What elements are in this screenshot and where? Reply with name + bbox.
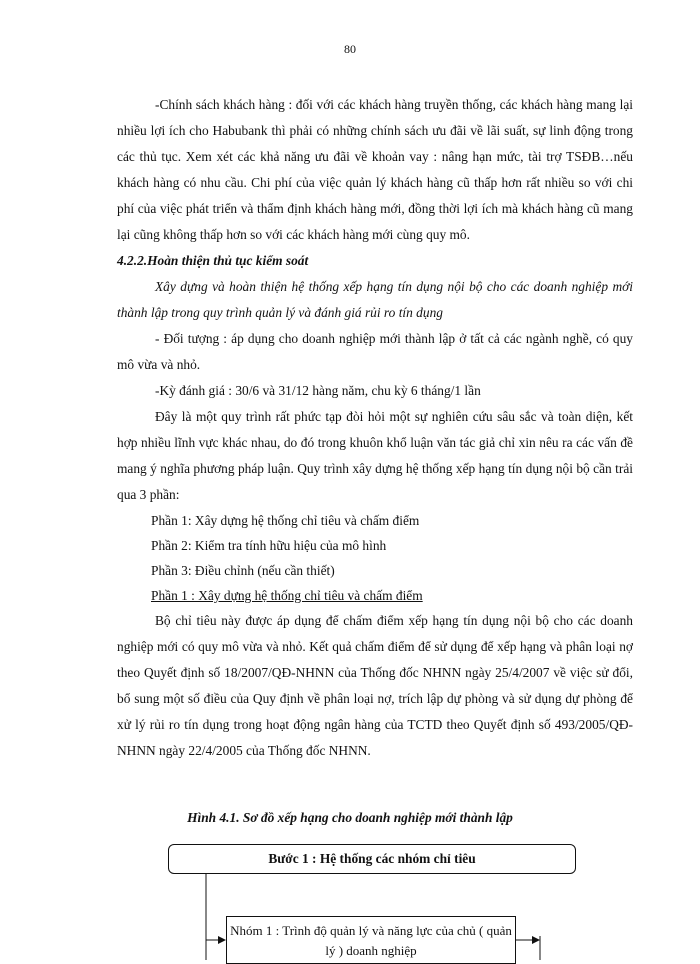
right-arrow-head [532, 936, 540, 944]
figure-title: Hình 4.1. Sơ đồ xếp hạng cho doanh nghiệp mới thành lập [187, 810, 513, 825]
group-1-box: Nhóm 1 : Trình độ quản lý và năng lực của chủ ( quản lý ) doanh nghiệp [226, 916, 516, 964]
section-heading: 4.2.2.Hoàn thiện thủ tục kiểm soát [117, 253, 309, 268]
indicator-set-paragraph: Bộ chỉ tiêu này được áp dụng để chấm điểm xếp hạng tín dụng nội bộ cho các doanh nghiệp mới có quy mô vừa và nhỏ. Kết quả chấm điểm để sử dụng để xếp hạng và phân loại nợ theo Quyết định số 18/2007/QĐ-NHNN của Thống đốc NHNN ngày 25/4/2007 về việc sử đổi, bổ sung một số điều của Quy định về phân loại nợ, trích lập dự phòng và sử dụng dự phòng để xử lý rủi ro tín dụng trong hoạt động ngân hàng của TCTD theo Quyết định số 493/2005/QĐ-NHNN ngày 22/4/2005 của Thống đốc NHNN. [117, 613, 633, 758]
customer-policy-paragraph: -Chính sách khách hàng : đối với các khách hàng truyền thống, các khách hàng mang lại nhiều lợi ích cho Habubank thì phải có những chính sách ưu đãi về lãi suất, sự linh động trong các thủ tục. Xem xét các khả năng ưu đãi về khoản vay : nâng hạn mức, tài trợ TSĐB…nếu khách hàng có nhu cầu. Chi phí của việc quản lý khách hàng cũ thấp hơn rất nhiều so với chi phí của việc phát triển và thẩm định khách hàng mới, đồng thời lợi ích mà khách hàng cũ mang lại cũng không thấp hơn so với các khách hàng mới cùng quy mô. [117, 97, 633, 242]
rating-system-paragraph: Xây dựng và hoàn thiện hệ thống xếp hạng tín dụng nội bộ cho các doanh nghiệp mới thành lập trong quy trình quản lý và đánh giá rủi ro tín dụng [117, 279, 633, 320]
evaluation-period-paragraph: -Kỳ đánh giá : 30/6 và 31/12 hàng năm, chu kỳ 6 tháng/1 lần [155, 383, 481, 398]
left-arrow-head [218, 936, 226, 944]
target-paragraph: - Đối tượng : áp dụng cho doanh nghiệp mới thành lập ở tất cả các ngành nghề, có quy mô vừa và nhỏ. [117, 331, 633, 372]
step-1-box: Bước 1 : Hệ thống các nhóm chỉ tiêu [168, 844, 576, 874]
part-1-item: Phần 1: Xây dựng hệ thống chỉ tiêu và chấm điểm [151, 513, 420, 528]
part-3-item: Phần 3: Điều chỉnh (nếu cần thiết) [151, 563, 335, 578]
part-2-item: Phần 2: Kiểm tra tính hữu hiệu của mô hình [151, 538, 387, 553]
process-paragraph: Đây là một quy trình rất phức tạp đòi hỏi một sự nghiên cứu sâu sắc và toàn diện, kết hợp nhiều lĩnh vực khác nhau, do đó trong khuôn khổ luận văn tác giả chỉ xin nêu ra các vấn đề mang ý nghĩa phương pháp luận. Quy trình xây dựng hệ thống xếp hạng tín dụng nội bộ cần trải qua 3 phần: [117, 409, 633, 502]
page-number: 80 [344, 42, 356, 56]
page-body [117, 92, 633, 764]
part-1-subheading [117, 583, 633, 608]
part-1-subheading-text: Phần 1 : Xây dựng hệ thống chỉ tiêu và chấm điểm [151, 588, 423, 603]
